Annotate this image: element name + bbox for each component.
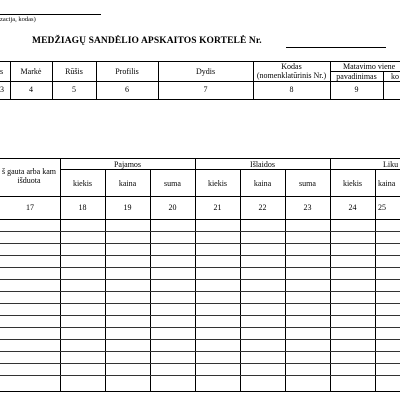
table1-number: 7 bbox=[203, 85, 208, 94]
table1-number: 6 bbox=[125, 85, 129, 94]
table2-row-line bbox=[0, 279, 400, 280]
table1-header-dydis: Dydis bbox=[195, 67, 216, 76]
table2-row-line bbox=[0, 231, 400, 232]
table1-header-kodas-partial: ko bbox=[391, 72, 399, 81]
table2-row-line bbox=[0, 291, 400, 292]
table2-row-line bbox=[0, 327, 400, 328]
table1-header-profilis: Profilis bbox=[115, 67, 139, 76]
table2-header-gauta: š gauta arba kam išduota bbox=[2, 167, 56, 185]
card-number-line bbox=[286, 47, 386, 48]
table1-header-partial: s bbox=[0, 67, 4, 76]
table2-header-kaina: kaina bbox=[253, 179, 272, 188]
table2-bottom-border bbox=[0, 391, 400, 392]
table2-number: 25 bbox=[378, 203, 386, 212]
organization-line bbox=[0, 14, 101, 15]
table1-header-pavadinimas: pavadinimas bbox=[336, 72, 377, 81]
table2-number: 23 bbox=[303, 203, 312, 212]
table2-row-line bbox=[0, 375, 400, 376]
table2-group-divider bbox=[60, 169, 400, 170]
table1-number: 3 bbox=[0, 85, 4, 94]
table2-row-line bbox=[0, 339, 400, 340]
table2-header-kiekis: kiekis bbox=[72, 179, 93, 188]
table2-row-line bbox=[0, 351, 400, 352]
table1-col-divider bbox=[383, 71, 384, 99]
table2-row-line bbox=[0, 267, 400, 268]
table1-header-kodas: Kodas bbox=[281, 62, 302, 71]
table2-col-divider bbox=[375, 169, 376, 392]
table2-header-pajamos: Pajamos bbox=[113, 160, 142, 169]
table2-number: 17 bbox=[26, 203, 34, 212]
table1-bottom-border bbox=[0, 99, 400, 100]
table2-row-line bbox=[0, 243, 400, 244]
table2-number: 19 bbox=[123, 203, 132, 212]
table2-header-suma: suma bbox=[299, 179, 316, 188]
table2-header-kaina: kaina bbox=[118, 179, 137, 188]
table2-header-likutis: Liku bbox=[383, 160, 399, 169]
table2-col-divider bbox=[195, 158, 196, 392]
table1-number: 8 bbox=[289, 85, 294, 94]
table1-header-kodas-sub: (nomenklatūrinis Nr.) bbox=[256, 71, 327, 80]
table2-row-line bbox=[0, 315, 400, 316]
table1-number: 5 bbox=[72, 85, 76, 94]
table2-number: 21 bbox=[213, 203, 222, 212]
table1-number: 4 bbox=[29, 85, 33, 94]
table2-row-line bbox=[0, 303, 400, 304]
table2-row-line bbox=[0, 255, 400, 256]
table1-header-matavimo: Matavimo viene bbox=[343, 62, 396, 71]
table1-number: 9 bbox=[354, 85, 359, 94]
table2-number: 18 bbox=[78, 203, 87, 212]
table2-number: 24 bbox=[348, 203, 357, 212]
table2-col-divider bbox=[330, 158, 331, 392]
table2-number: 22 bbox=[258, 203, 267, 212]
table1-header-bottom bbox=[0, 81, 400, 82]
table2-header-kiekis: kiekis bbox=[342, 179, 363, 188]
table2-header-suma: suma bbox=[164, 179, 181, 188]
page-title: MEDŽIAGŲ SANDĖLIO APSKAITOS KORTELĖ Nr. bbox=[32, 36, 262, 46]
table2-header-kiekis: kiekis bbox=[207, 179, 228, 188]
table2-number: 20 bbox=[168, 203, 177, 212]
table2-col-divider bbox=[60, 158, 61, 392]
table2-row-line bbox=[0, 363, 400, 364]
table2-header-islaidos: Išlaidos bbox=[250, 160, 275, 169]
table1-top-border bbox=[0, 61, 400, 62]
table1-header-marke: Markė bbox=[20, 67, 42, 76]
table2-header-kaina: kaina bbox=[378, 179, 396, 188]
organization-caption: zacija, kodas) bbox=[0, 16, 36, 23]
table1-header-rusis: Rūšis bbox=[65, 67, 83, 76]
